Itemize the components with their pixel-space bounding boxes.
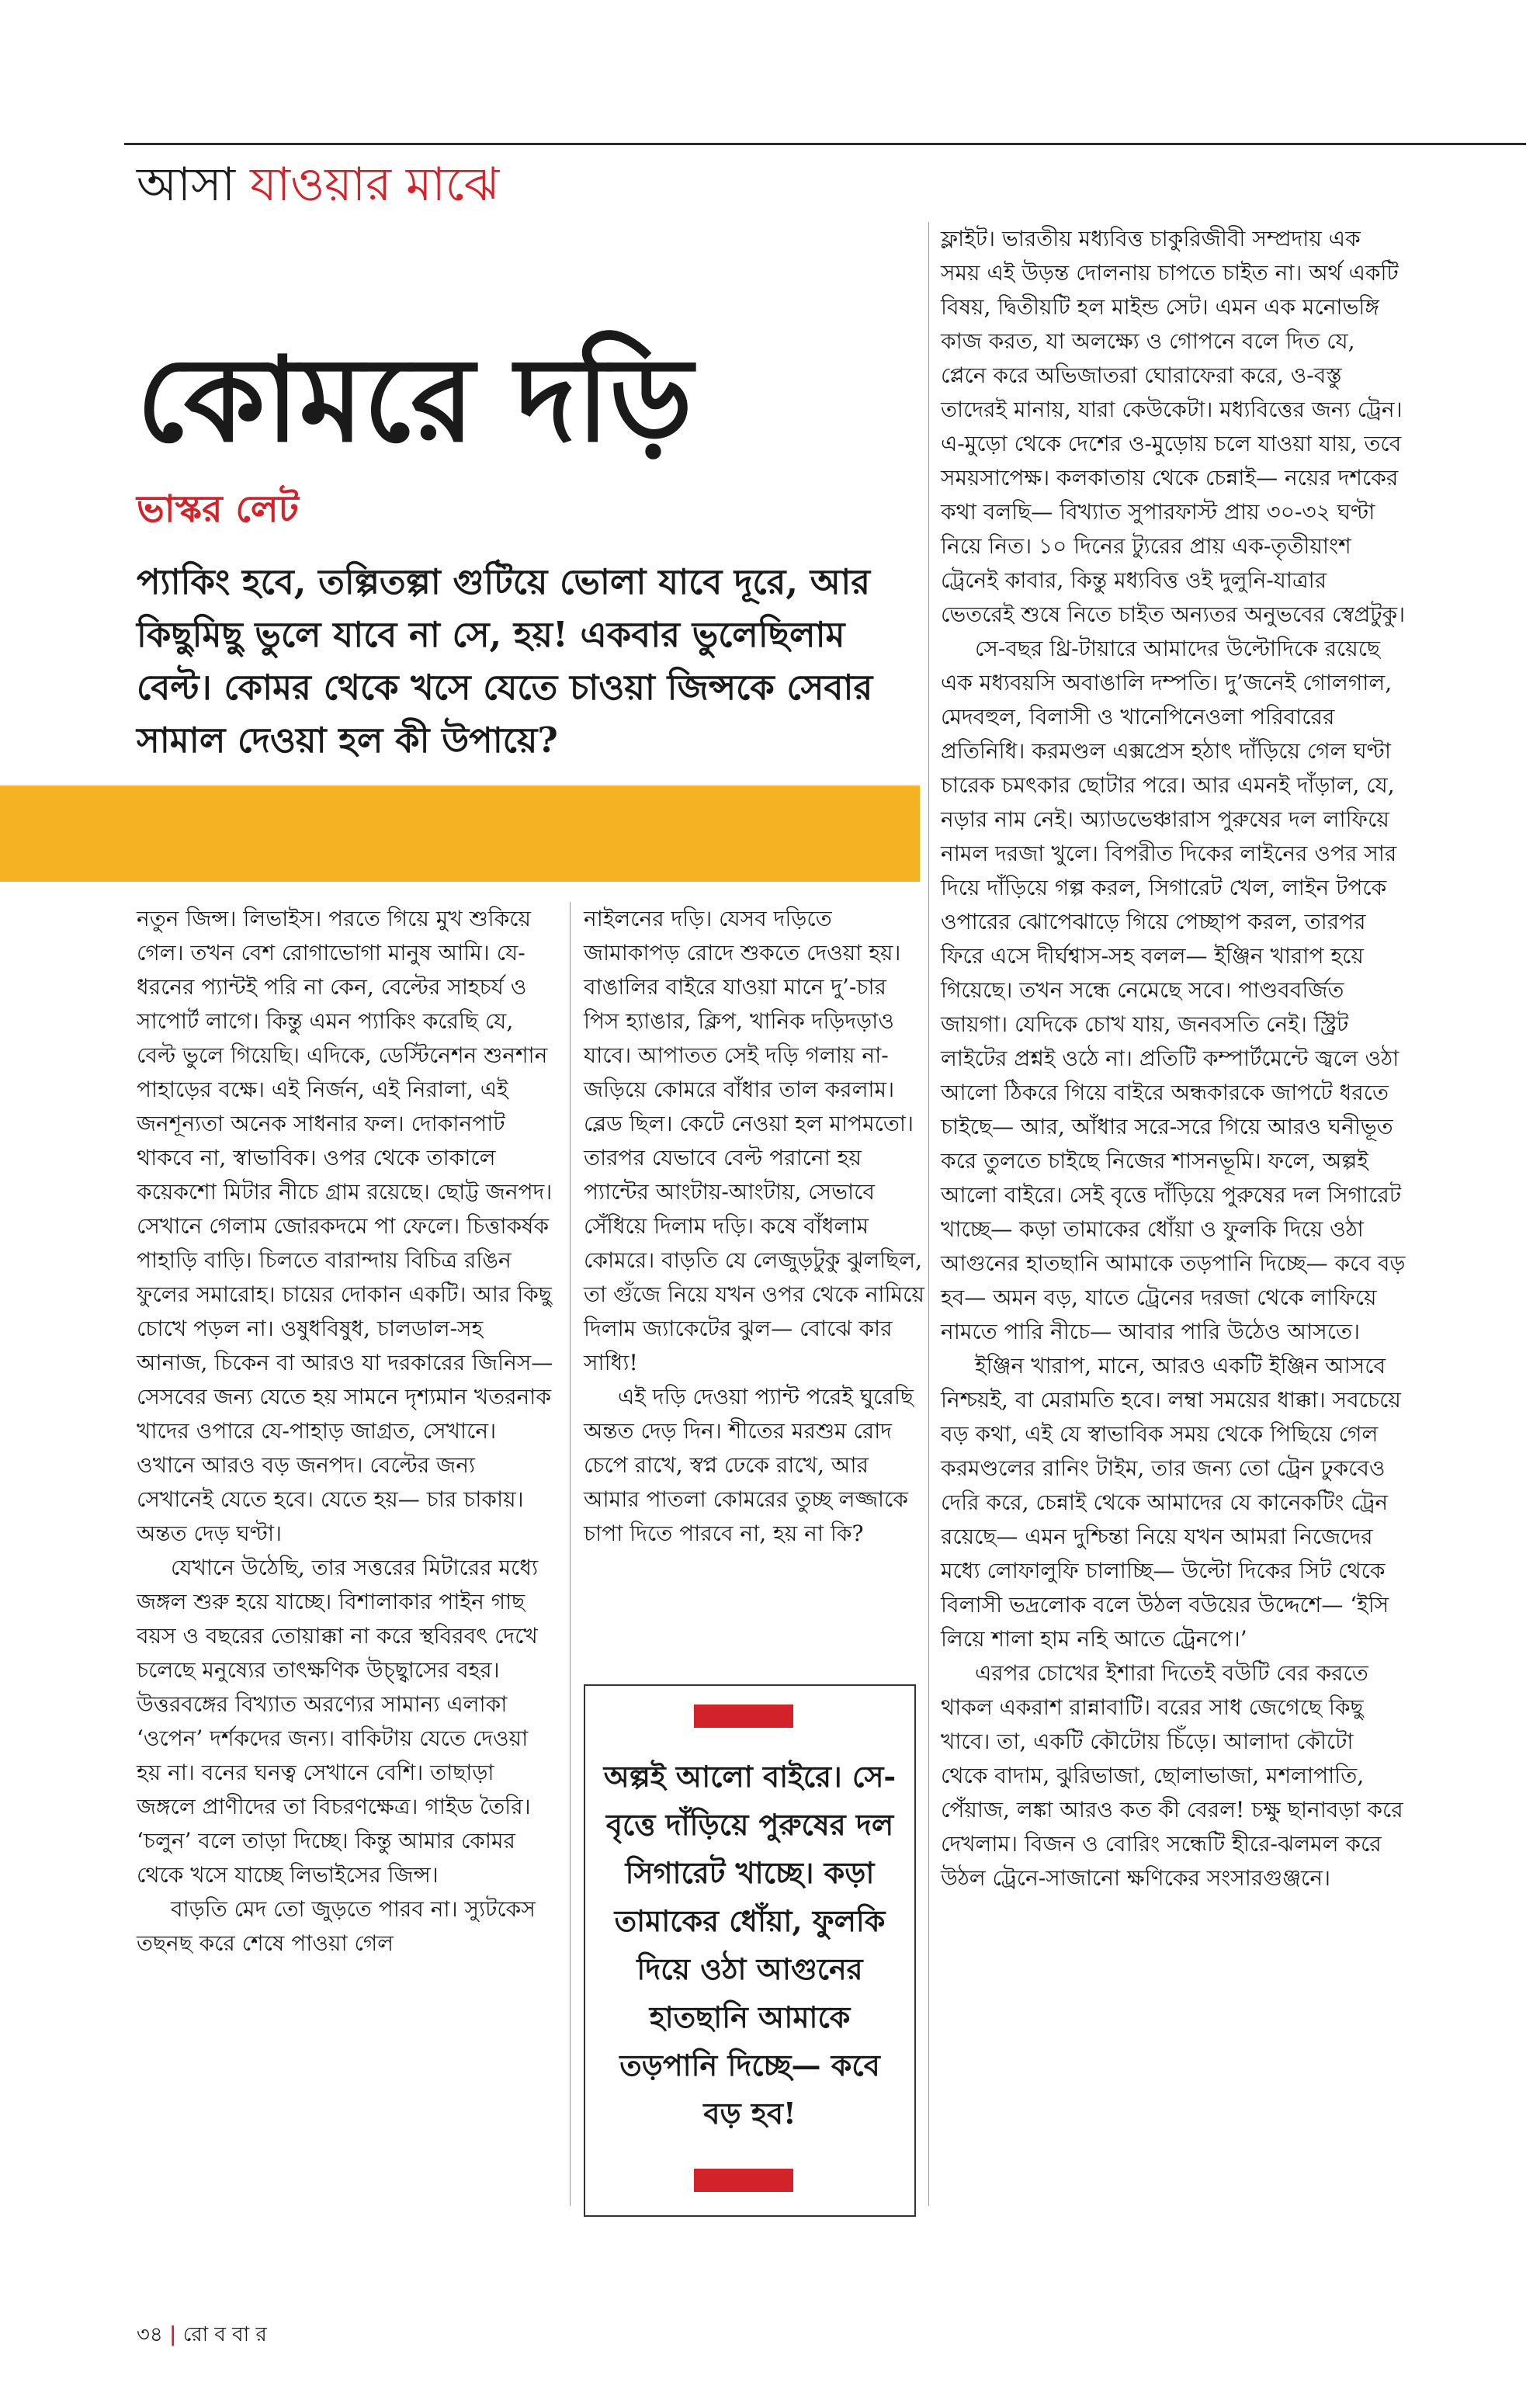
byline: ভাস্কর লেট [137,487,299,531]
top-rule [124,143,1526,145]
paragraph: যেখানে উঠেছি, তার সত্তরের মিটারের মধ্যে জঙ্গল শুরু হয়ে যাচ্ছে। বিশালাকার পাইন গাছ বয়স ও বছরের তোয়াক্কা না করে স্থবিরবৎ দেখে চলেছে মনুষ্যের তাৎক্ষণিক উচ্ছ্বাসের বহর। উত্তরবঙ্গের বিখ্যাত অরণ্যের সামান্য এলাকা ‘ওপেন’ দর্শকদের জন্য। বাকিটায় যেতে দেওয়া হয় না। বনের ঘনত্ব সেখানে বেশি। তাছাড়া জঙ্গলে প্রাণীদের তা বিচরণক্ষেত্র। গাইড তৈরি। ‘চলুন’ বলে তাড়া দিচ্ছে। কিন্তু আমার কোমর থেকে খসে যাচ্ছে লিভাইসের জিন্স। [137,1555,539,1888]
section-heading [137,154,499,216]
article-column-3 [941,222,1406,2209]
paragraph: নতুন জিন্স। লিভাইস। পরতে গিয়ে মুখ শুকিয়ে গেল। তখন বেশ রোগাভোগা মানুষ আমি। যে-ধরনের প্যান্টই পরি না কেন, বেল্টের সাহচর্য ও সাপোর্ট লাগে। কিন্তু এমন প্যাকিং করেছি যে, বেল্ট ভুলে গিয়েছি। এদিকে, ডেস্টিনেশন শুনশান পাহাড়ের বক্ষে। এই নির্জন, এই নিরালা, এই জনশূন্যতা অনেক সাধনার ফল। দোকানপাট থাকবে না, স্বাভাবিক। ওপর থেকে তাকালে কয়েকশো মিটার নীচে গ্রাম রয়েছে। ছোট্ট জনপদ। সেখানে গেলাম জোরকদমে পা ফেলে। চিত্তাকর্ষক পাহাড়ি বাড়ি। চিলতে বারান্দায় বিচিত্র রঙিন ফুলের সমারোহ। চায়ের দোকান একটি। আর কিছু চোখে পড়ল না। ওষুধবিষুধ, চালডাল-সহ আনাজ, চিকেন বা আরও যা দরকারের জিনিস— সেসবের জন্য যেতে হয় সামনে দৃশ্যমান খতরনাক খাদের ওপারে যে-পাহাড় জাগ্রত, সেখানে। ওখানে আরও বড় জনপদ। বেল্টের জন্য সেখানেই যেতে হবে। যেতে হয়— চার চাকায়। অন্তত দেড় ঘণ্টা। [137,906,553,1546]
standfirst: প্যাকিং হবে, তল্পিতল্পা গুটিয়ে ভোলা যাবে দূরে, আর কিছুমিছু ভুলে যাবে না সে, হয়! একবার ভুলেছিলাম বেল্ট। কোমর থেকে খসে যেতে চাওয়া জিন্সকে সেবার সামাল দেওয়া হল কী উপায়ে? [137,561,873,761]
paragraph: ফ্লাইট। ভারতীয় মধ্যবিত্ত চাকুরিজীবী সম্প্রদায় এক সময় এই উড়ন্ত দোলনায় চাপতে চাইত না। অর্থ একটি বিষয়, দ্বিতীয়টি হল মাইন্ড সেট। এমন এক মনোভঙ্গি কাজ করত, যা অলক্ষ্যে ও গোপনে বলে দিত যে, প্লেনে করে অভিজাতরা ঘোরাফেরা করে, ও-বস্তু তাদেরই মানায়, যারা কেউকেটা। মধ্যবিত্তের জন্য ট্রেন। এ-মুড়ো থেকে দেশের ও-মুড়োয় চলে যাওয়া যায়, তবে সময়সাপেক্ষ। কলকাতায় থেকে চেন্নাই— নয়ের দশকের কথা বলছি— বিখ্যাত সুপারফাস্ট প্রায় ৩০-৩২ ঘণ্টা নিয়ে নিত। ১০ দিনের ট্যুরের প্রায় এক-তৃতীয়াংশ ট্রেনেই কাবার, কিন্তু মধ্যবিত্ত ওই দুলুনি-যাত্রার ভেতরেই শুষে নিতে চাইত অন্যতর অনুভবের স্বেপ্রটুকু। [941,226,1406,627]
column-divider [928,222,929,2206]
paragraph: বাড়তি মেদ তো জুড়তে পারব না। স্যুটকেস তছনছ করে শেষে পাওয়া গেল [137,1896,536,1956]
pullquote-bottom-bar [694,2169,793,2192]
page-footer [137,2321,267,2349]
footer-separator: | [169,2323,177,2346]
pullquote-top-bar [694,1705,793,1728]
paragraph: ইঞ্জিন খারাপ, মানে, আরও একটি ইঞ্জিন আসবে নিশ্চয়ই, বা মেরামতি হবে। লম্বা সময়ের ধাক্কা। সবচেয়ে বড় কথা, এই যে স্বাভাবিক সময় থেকে পিছিয়ে গেল করমণ্ডলের রানিং টাইম, তার জন্য তো ট্রেন ঢুকবেও দেরি করে, চেন্নাই থেকে আমাদের যে কানেকটিং ট্রেন রয়েছে— এমন দুশ্চিন্তা নিয়ে যখন আমরা নিজেদের মধ্যে লোফালুফি চালাচ্ছি— উল্টো দিকের সিট থেকে বিলাসী ভদ্রলোক বলে উঠল বউয়ের উদ্দেশে— ‘ইসি লিয়ে শালা হাম নহি আতে ট্রেনপে।’ [941,1353,1401,1652]
publication-name: রো ব বা র [182,2323,267,2346]
yellow-band [0,786,920,882]
headline: কোমরে দড়ি [137,331,693,468]
page-number: ৩৪ [137,2323,163,2346]
column-divider [570,902,571,2206]
paragraph: নাইলনের দড়ি। যেসব দড়িতে জামাকাপড় রোদে শুকতে দেওয়া হয়। বাঙালির বাইরে যাওয়া মানে দু’-চার পিস হ্যাঙার, ক্লিপ, খানিক দড়িদড়াও যাবে। আপাতত সেই দড়ি গলায় না-জড়িয়ে কোমরে বাঁধার তাল করলাম। ব্লেড ছিল। কেটে নেওয়া হল মাপমতো। তারপর যেভাবে বেল্ট পরানো হয় প্যান্টের আংটায়-আংটায়, সেভাবে সেঁধিয়ে দিলাম দড়ি। কষে বাঁধলাম কোমরে। বাড়তি যে লেজুড়টুকু ঝুলছিল, তা গুঁজে নিয়ে যখন ওপর থেকে নামিয়ে দিলাম জ্যাকেটের ঝুল— বোঝে কার সাধ্যি! [584,906,924,1375]
article-column-1 [137,902,556,2206]
paragraph: এরপর চোখের ইশারা দিতেই বউটি বের করতে থাকল একরাশ রান্নাবাটি। বরের সাধ জেগেছে কিছু খাবে। তা, একটি কৌটোয় চিঁড়ে। আলাদা কৌটো থেকে বাদাম, ঝুরিভাজা, ছোলাভাজা, মশলাপাতি, পেঁয়াজ, লঙ্কা আরও কত কী বেরল! চক্ষু ছানাবড়া করে দেখলাম। বিজন ও বোরিং সন্ধেটি হীরে-ঝলমল করে উঠল ট্রেনে-সাজানো ক্ষণিকের সংসারগুঞ্জনে। [941,1660,1403,1891]
section-heading-part1: আসা [137,158,236,212]
paragraph: সে-বছর থ্রি-টায়ারে আমাদের উল্টোদিকে রয়েছে এক মধ্যবয়সি অবাঙালি দম্পতি। দু’জনেই গোলগাল, মেদবহুল, বিলাসী ও খানেপিনেওলা পরিবারের প্রতিনিধি। করমণ্ডল এক্সপ্রেস হঠাৎ দাঁড়িয়ে গেল ঘণ্টা চারেক চমৎকার ছোটার পরে। আর এমনই দাঁড়াল, যে, নড়ার নাম নেই। অ্যাডভেঞ্চারাস পুরুষের দল লাফিয়ে নামল দরজা খুলে। বিপরীত দিকের লাইনের ওপর সার দিয়ে দাঁড়িয়ে গল্প করল, সিগারেট খেল, লাইন টপকে ওপারের ঝোপেঝাড়ে গিয়ে পেচ্ছাপ করল, তারপর ফিরে এসে দীর্ঘশ্বাস-সহ বলল— ইঞ্জিন খারাপ হয়ে গিয়েছে। তখন সন্ধে নেমেছে সবে। পাণ্ডববর্জিত জায়গা। যেদিকে চোখ যায়, জনবসতি নেই। স্ট্রিট লাইটের প্রশ্নই ওঠে না। প্রতিটি কম্পার্টমেন্টে জ্বলে ওঠা আলো ঠিকরে গিয়ে বাইরে অন্ধকারকে জাপটে ধরতে চাইছে— আর, আঁধার সরে-সরে গিয়ে আরও ঘনীভূত করে তুলতে চাইছে নিজের শাসনভূমি। ফলে, অল্পই আলো বাইরে। সেই বৃত্তে দাঁড়িয়ে পুরুষের দল সিগারেট খাচ্ছে— কড়া তামাকের ধোঁয়া ও ফুলকি দিয়ে ওঠা আগুনের হাতছানি আমাকে তড়পানি দিচ্ছে— কবে বড় হব— অমন বড়, যাতে ট্রেনের দরজা থেকে লাফিয়ে নামতে পারি নীচে— আবার পারি উঠেও আসতে। [941,636,1406,1344]
article-column-2 [584,902,925,1546]
paragraph: এই দড়ি দেওয়া প্যান্ট পরেই ঘুরেছি অন্তত দেড় দিন। শীতের মরশুম রোদ চেপে রাখে, স্বপ্ন ঢেকে রাখে, আর আমার পাতলা কোমরের তুচ্ছ লজ্জাকে চাপা দিতে পারবে না, হয় না কি? [584,1384,914,1546]
pullquote-box [584,1684,916,2217]
pullquote: অল্পই আলো বাইরে। সে-বৃত্তে দাঁড়িয়ে পুরুষের দল সিগারেট খাচ্ছে। কড়া তামাকের ধোঁয়া, ফুলকি দিয়ে ওঠা আগুনের হাতছানি আমাকে তড়পানি দিচ্ছে— কবে বড় হব! [603,1759,897,2131]
section-heading-part2: যাওয়ার মাঝে [250,158,500,212]
